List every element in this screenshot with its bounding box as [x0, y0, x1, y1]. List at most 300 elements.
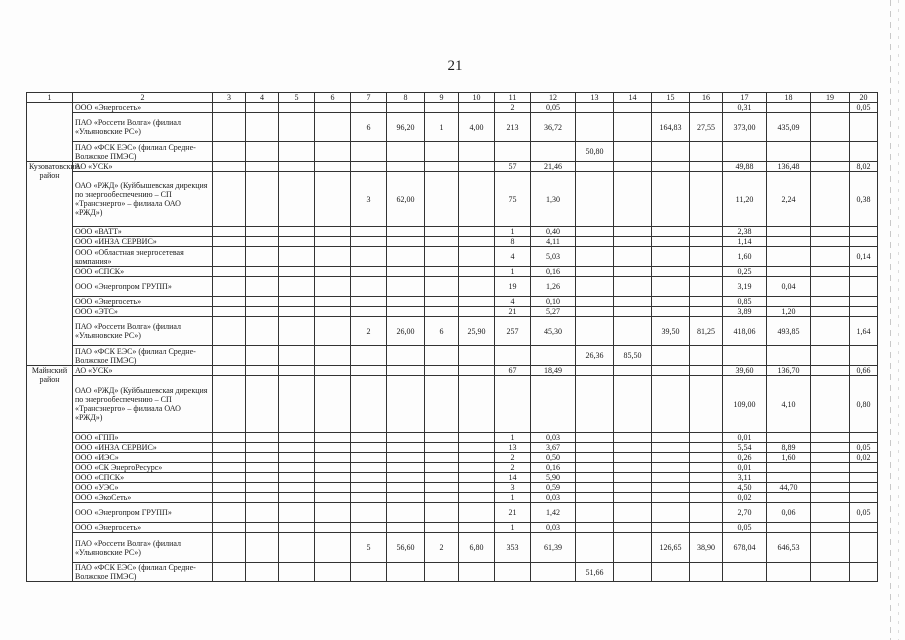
value-cell-col-6	[315, 453, 351, 463]
value-cell-col-20	[850, 473, 878, 483]
value-cell-col-14	[614, 473, 652, 483]
value-cell-col-18	[767, 237, 811, 247]
value-cell-col-13	[576, 453, 614, 463]
value-cell-col-8	[387, 267, 425, 277]
table-row	[27, 483, 878, 493]
value-cell-col-20	[850, 533, 878, 563]
value-cell-col-15	[652, 346, 690, 366]
value-cell-col-5	[279, 483, 315, 493]
value-cell-col-3	[213, 162, 246, 172]
value-cell-col-12: 0,16	[531, 267, 576, 277]
value-cell-col-10	[459, 473, 495, 483]
value-cell-col-19	[811, 433, 850, 443]
value-cell-col-13	[576, 277, 614, 297]
value-cell-col-14	[614, 277, 652, 297]
value-cell-col-3	[213, 443, 246, 453]
value-cell-col-5	[279, 533, 315, 563]
value-cell-col-11: 1	[495, 523, 531, 533]
value-cell-col-12: 0,10	[531, 297, 576, 307]
organization-name-cell: ООО «ИНЗА СЕРВИС»	[73, 443, 213, 453]
value-cell-col-4	[246, 533, 279, 563]
value-cell-col-10	[459, 247, 495, 267]
value-cell-col-4	[246, 366, 279, 376]
value-cell-col-19	[811, 346, 850, 366]
value-cell-col-13: 50,80	[576, 142, 614, 162]
value-cell-col-7: 3	[351, 172, 387, 227]
value-cell-col-16	[690, 443, 723, 453]
value-cell-col-3	[213, 142, 246, 162]
value-cell-col-10	[459, 463, 495, 473]
value-cell-col-12: 36,72	[531, 113, 576, 142]
value-cell-col-4	[246, 473, 279, 483]
value-cell-col-3	[213, 277, 246, 297]
value-cell-col-18	[767, 463, 811, 473]
value-cell-col-18	[767, 267, 811, 277]
column-number-1: 1	[27, 93, 73, 103]
value-cell-col-20	[850, 346, 878, 366]
value-cell-col-15	[652, 237, 690, 247]
organization-name-cell: ООО «ГПП»	[73, 433, 213, 443]
value-cell-col-7	[351, 503, 387, 523]
value-cell-col-3	[213, 533, 246, 563]
value-cell-col-8	[387, 463, 425, 473]
value-cell-col-14	[614, 453, 652, 463]
value-cell-col-4	[246, 267, 279, 277]
value-cell-col-9: 1	[425, 113, 459, 142]
value-cell-col-11: 4	[495, 247, 531, 267]
value-cell-col-20	[850, 267, 878, 277]
value-cell-col-12: 1,42	[531, 503, 576, 523]
value-cell-col-4	[246, 113, 279, 142]
value-cell-col-3	[213, 503, 246, 523]
value-cell-col-14	[614, 503, 652, 523]
value-cell-col-9	[425, 307, 459, 317]
value-cell-col-19	[811, 463, 850, 473]
value-cell-col-10	[459, 563, 495, 582]
header-row	[27, 93, 878, 103]
column-number-4: 4	[246, 93, 279, 103]
value-cell-col-5	[279, 103, 315, 113]
table-row	[27, 376, 878, 433]
value-cell-col-5	[279, 563, 315, 582]
value-cell-col-17: 3,19	[723, 277, 767, 297]
value-cell-col-9	[425, 463, 459, 473]
value-cell-col-14	[614, 443, 652, 453]
value-cell-col-10	[459, 503, 495, 523]
value-cell-col-5	[279, 443, 315, 453]
value-cell-col-19	[811, 493, 850, 503]
value-cell-col-12: 21,46	[531, 162, 576, 172]
value-cell-col-20	[850, 307, 878, 317]
value-cell-col-20: 8,02	[850, 162, 878, 172]
value-cell-col-9	[425, 563, 459, 582]
column-number-18: 18	[767, 93, 811, 103]
table-row	[27, 317, 878, 346]
value-cell-col-18: 0,04	[767, 277, 811, 297]
organization-name-cell: ООО «Энергосеть»	[73, 103, 213, 113]
value-cell-col-6	[315, 503, 351, 523]
column-number-5: 5	[279, 93, 315, 103]
table-row	[27, 247, 878, 267]
value-cell-col-8: 62,00	[387, 172, 425, 227]
value-cell-col-14	[614, 247, 652, 267]
value-cell-col-5	[279, 247, 315, 267]
value-cell-col-11: 2	[495, 103, 531, 113]
value-cell-col-8	[387, 142, 425, 162]
value-cell-col-8	[387, 453, 425, 463]
column-number-3: 3	[213, 93, 246, 103]
value-cell-col-4	[246, 277, 279, 297]
value-cell-col-12: 0,03	[531, 433, 576, 443]
value-cell-col-19	[811, 227, 850, 237]
value-cell-col-14	[614, 523, 652, 533]
value-cell-col-7	[351, 162, 387, 172]
value-cell-col-12: 0,03	[531, 493, 576, 503]
value-cell-col-16	[690, 227, 723, 237]
value-cell-col-7	[351, 493, 387, 503]
value-cell-col-11: 19	[495, 277, 531, 297]
column-number-2: 2	[73, 93, 213, 103]
value-cell-col-16	[690, 103, 723, 113]
value-cell-col-13	[576, 503, 614, 523]
value-cell-col-8: 56,60	[387, 533, 425, 563]
column-number-12: 12	[531, 93, 576, 103]
value-cell-col-10	[459, 523, 495, 533]
column-number-13: 13	[576, 93, 614, 103]
value-cell-col-13	[576, 247, 614, 267]
value-cell-col-7	[351, 376, 387, 433]
value-cell-col-8	[387, 473, 425, 483]
value-cell-col-4	[246, 297, 279, 307]
value-cell-col-14	[614, 493, 652, 503]
organization-name-cell: ООО «СПСК»	[73, 473, 213, 483]
value-cell-col-15	[652, 172, 690, 227]
value-cell-col-3	[213, 317, 246, 346]
table-row	[27, 453, 878, 463]
value-cell-col-19	[811, 142, 850, 162]
value-cell-col-17: 418,06	[723, 317, 767, 346]
value-cell-col-7	[351, 346, 387, 366]
value-cell-col-19	[811, 172, 850, 227]
value-cell-col-9	[425, 483, 459, 493]
value-cell-col-19	[811, 267, 850, 277]
value-cell-col-19	[811, 317, 850, 346]
value-cell-col-7	[351, 307, 387, 317]
value-cell-col-10	[459, 103, 495, 113]
value-cell-col-7	[351, 237, 387, 247]
value-cell-col-18: 1,20	[767, 307, 811, 317]
value-cell-col-19	[811, 103, 850, 113]
value-cell-col-13	[576, 493, 614, 503]
value-cell-col-7	[351, 247, 387, 267]
value-cell-col-6	[315, 162, 351, 172]
value-cell-col-13	[576, 463, 614, 473]
value-cell-col-7	[351, 297, 387, 307]
value-cell-col-15	[652, 443, 690, 453]
value-cell-col-9	[425, 503, 459, 523]
value-cell-col-6	[315, 142, 351, 162]
value-cell-col-13	[576, 483, 614, 493]
value-cell-col-16	[690, 247, 723, 267]
value-cell-col-14	[614, 563, 652, 582]
value-cell-col-20	[850, 142, 878, 162]
value-cell-col-4	[246, 237, 279, 247]
value-cell-col-3	[213, 473, 246, 483]
value-cell-col-9	[425, 227, 459, 237]
value-cell-col-17	[723, 142, 767, 162]
table-row	[27, 162, 878, 172]
table-row	[27, 463, 878, 473]
value-cell-col-6	[315, 433, 351, 443]
value-cell-col-3	[213, 376, 246, 433]
value-cell-col-10	[459, 483, 495, 493]
value-cell-col-8	[387, 103, 425, 113]
value-cell-col-5	[279, 142, 315, 162]
value-cell-col-16: 27,55	[690, 113, 723, 142]
value-cell-col-12: 0,16	[531, 463, 576, 473]
value-cell-col-19	[811, 523, 850, 533]
value-cell-col-9	[425, 376, 459, 433]
value-cell-col-12: 45,30	[531, 317, 576, 346]
value-cell-col-5	[279, 376, 315, 433]
table-row	[27, 563, 878, 582]
table-row	[27, 346, 878, 366]
value-cell-col-3	[213, 172, 246, 227]
value-cell-col-20: 0,80	[850, 376, 878, 433]
value-cell-col-4	[246, 346, 279, 366]
value-cell-col-8	[387, 277, 425, 297]
value-cell-col-10	[459, 366, 495, 376]
value-cell-col-3	[213, 237, 246, 247]
value-cell-col-10	[459, 346, 495, 366]
value-cell-col-14	[614, 307, 652, 317]
value-cell-col-10: 6,80	[459, 533, 495, 563]
value-cell-col-3	[213, 307, 246, 317]
table-row	[27, 366, 878, 376]
value-cell-col-10	[459, 142, 495, 162]
value-cell-col-7: 5	[351, 533, 387, 563]
value-cell-col-18	[767, 433, 811, 443]
organization-name-cell: ПАО «Россети Волга» (филиал «Ульяновские РС»)	[73, 113, 213, 142]
value-cell-col-5	[279, 267, 315, 277]
value-cell-col-13	[576, 162, 614, 172]
value-cell-col-20	[850, 483, 878, 493]
organization-name-cell: ПАО «ФСК ЕЭС» (филиал Средне-Волжское ПМЭС)	[73, 346, 213, 366]
column-number-11: 11	[495, 93, 531, 103]
value-cell-col-18: 44,70	[767, 483, 811, 493]
value-cell-col-20	[850, 493, 878, 503]
value-cell-col-12	[531, 346, 576, 366]
value-cell-col-11: 75	[495, 172, 531, 227]
table-row	[27, 523, 878, 533]
organization-name-cell: ООО «Энергопром ГРУПП»	[73, 277, 213, 297]
value-cell-col-11: 257	[495, 317, 531, 346]
value-cell-col-15	[652, 493, 690, 503]
value-cell-col-6	[315, 533, 351, 563]
value-cell-col-8	[387, 523, 425, 533]
value-cell-col-20	[850, 433, 878, 443]
value-cell-col-15	[652, 297, 690, 307]
value-cell-col-15	[652, 453, 690, 463]
value-cell-col-19	[811, 307, 850, 317]
organization-name-cell: ПАО «Россети Волга» (филиал «Ульяновские РС»)	[73, 317, 213, 346]
value-cell-col-15: 39,50	[652, 317, 690, 346]
table-row	[27, 307, 878, 317]
value-cell-col-6	[315, 523, 351, 533]
value-cell-col-15	[652, 267, 690, 277]
organization-name-cell: ООО «ИНЗА СЕРВИС»	[73, 237, 213, 247]
value-cell-col-17: 0,01	[723, 433, 767, 443]
value-cell-col-4	[246, 503, 279, 523]
value-cell-col-7	[351, 473, 387, 483]
value-cell-col-6	[315, 346, 351, 366]
value-cell-col-11	[495, 376, 531, 433]
organization-name-cell: АО «УСК»	[73, 162, 213, 172]
value-cell-col-11: 21	[495, 307, 531, 317]
value-cell-col-11: 8	[495, 237, 531, 247]
organization-name-cell: ПАО «Россети Волга» (филиал «Ульяновские РС»)	[73, 533, 213, 563]
value-cell-col-16	[690, 563, 723, 582]
value-cell-col-13	[576, 433, 614, 443]
value-cell-col-6	[315, 297, 351, 307]
value-cell-col-9	[425, 142, 459, 162]
organization-name-cell: ООО «ЭкоСеть»	[73, 493, 213, 503]
value-cell-col-13	[576, 366, 614, 376]
column-number-14: 14	[614, 93, 652, 103]
value-cell-col-14	[614, 267, 652, 277]
value-cell-col-14	[614, 172, 652, 227]
value-cell-col-16	[690, 346, 723, 366]
value-cell-col-12: 18,49	[531, 366, 576, 376]
organization-name-cell: АО «УСК»	[73, 366, 213, 376]
value-cell-col-12: 61,39	[531, 533, 576, 563]
value-cell-col-10	[459, 277, 495, 297]
value-cell-col-7	[351, 103, 387, 113]
value-cell-col-10	[459, 443, 495, 453]
value-cell-col-13	[576, 297, 614, 307]
value-cell-col-16	[690, 493, 723, 503]
value-cell-col-18	[767, 473, 811, 483]
value-cell-col-4	[246, 103, 279, 113]
value-cell-col-17: 1,14	[723, 237, 767, 247]
value-cell-col-12: 4,11	[531, 237, 576, 247]
value-cell-col-3	[213, 227, 246, 237]
value-cell-col-6	[315, 563, 351, 582]
value-cell-col-3	[213, 433, 246, 443]
table-row	[27, 103, 878, 113]
value-cell-col-5	[279, 433, 315, 443]
table-row	[27, 533, 878, 563]
value-cell-col-12: 0,50	[531, 453, 576, 463]
column-number-8: 8	[387, 93, 425, 103]
value-cell-col-7	[351, 366, 387, 376]
value-cell-col-7: 2	[351, 317, 387, 346]
district-cell: Кузоватовский район	[27, 162, 73, 366]
value-cell-col-8	[387, 227, 425, 237]
value-cell-col-6	[315, 317, 351, 346]
value-cell-col-15	[652, 142, 690, 162]
value-cell-col-18: 4,10	[767, 376, 811, 433]
value-cell-col-14	[614, 103, 652, 113]
organization-name-cell: ПАО «ФСК ЕЭС» (филиал Средне-Волжское ПМЭС)	[73, 563, 213, 582]
value-cell-col-17	[723, 563, 767, 582]
value-cell-col-5	[279, 237, 315, 247]
value-cell-col-17: 2,70	[723, 503, 767, 523]
value-cell-col-15	[652, 503, 690, 523]
value-cell-col-4	[246, 227, 279, 237]
value-cell-col-17: 373,00	[723, 113, 767, 142]
value-cell-col-18: 2,24	[767, 172, 811, 227]
value-cell-col-4	[246, 443, 279, 453]
value-cell-col-19	[811, 376, 850, 433]
organization-name-cell: ООО «Энергопром ГРУПП»	[73, 503, 213, 523]
value-cell-col-20: 0,38	[850, 172, 878, 227]
value-cell-col-9	[425, 267, 459, 277]
value-cell-col-14	[614, 433, 652, 443]
value-cell-col-20	[850, 563, 878, 582]
value-cell-col-6	[315, 113, 351, 142]
value-cell-col-19	[811, 297, 850, 307]
value-cell-col-17: 2,38	[723, 227, 767, 237]
value-cell-col-5	[279, 113, 315, 142]
organization-name-cell: ООО «ИЭС»	[73, 453, 213, 463]
value-cell-col-10	[459, 376, 495, 433]
value-cell-col-7	[351, 453, 387, 463]
value-cell-col-10	[459, 493, 495, 503]
value-cell-col-11: 14	[495, 473, 531, 483]
value-cell-col-11: 213	[495, 113, 531, 142]
value-cell-col-17	[723, 346, 767, 366]
value-cell-col-11: 57	[495, 162, 531, 172]
value-cell-col-5	[279, 346, 315, 366]
value-cell-col-4	[246, 247, 279, 267]
value-cell-col-10	[459, 162, 495, 172]
value-cell-col-20: 0,05	[850, 503, 878, 523]
value-cell-col-16	[690, 473, 723, 483]
value-cell-col-9	[425, 443, 459, 453]
value-cell-col-11: 67	[495, 366, 531, 376]
table-row	[27, 503, 878, 523]
value-cell-col-7	[351, 142, 387, 162]
column-number-20: 20	[850, 93, 878, 103]
value-cell-col-5	[279, 227, 315, 237]
value-cell-col-16	[690, 172, 723, 227]
value-cell-col-16	[690, 366, 723, 376]
value-cell-col-6	[315, 103, 351, 113]
organization-name-cell: ООО «ВАТТ»	[73, 227, 213, 237]
value-cell-col-18: 8,89	[767, 443, 811, 453]
value-cell-col-18: 136,48	[767, 162, 811, 172]
value-cell-col-19	[811, 443, 850, 453]
value-cell-col-18	[767, 247, 811, 267]
value-cell-col-5	[279, 317, 315, 346]
value-cell-col-15	[652, 227, 690, 237]
table-row	[27, 172, 878, 227]
value-cell-col-7	[351, 227, 387, 237]
scan-edge-line-outer	[898, 0, 899, 640]
value-cell-col-19	[811, 162, 850, 172]
value-cell-col-4	[246, 172, 279, 227]
value-cell-col-17: 109,00	[723, 376, 767, 433]
value-cell-col-14	[614, 227, 652, 237]
organization-name-cell: ООО «Областная энергосетевая компания»	[73, 247, 213, 267]
value-cell-col-20	[850, 277, 878, 297]
value-cell-col-11: 4	[495, 297, 531, 307]
value-cell-col-8	[387, 443, 425, 453]
page-number: 21	[447, 58, 463, 74]
organization-name-cell: ООО «УЭС»	[73, 483, 213, 493]
value-cell-col-8	[387, 376, 425, 433]
